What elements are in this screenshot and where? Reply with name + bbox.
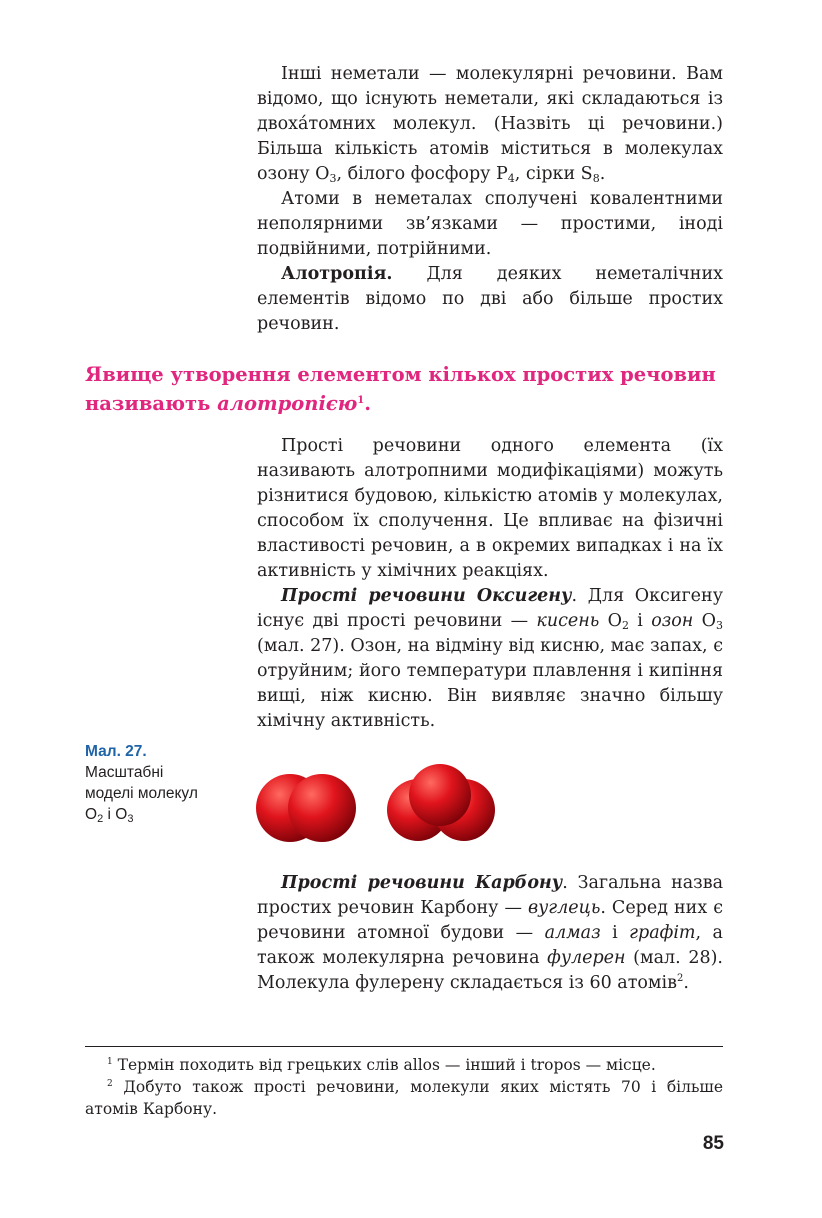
paragraph-carbon: Прості речовини Карбону. Загальна назва простих речовин Карбону — вуглець. Серед них є речовини атомної будови — алмаз і графіт, а також молекулярна речовина фулерен (мал. 28). Молекула фулерену складається із 60 атомів$^2$. — [257, 873, 723, 993]
footnote-divider — [85, 1046, 723, 1047]
bottom-text-block — [257, 871, 723, 996]
page-number: 85 — [702, 1133, 724, 1154]
paragraph-bonds: Атоми в неметалах сполучені ковалентними неполярними зв’язками — простими, іноді подвійними, потрійними. — [257, 189, 723, 259]
paragraph-modifications: Прості речовини одного елемента (їх називають алотропними модифікаціями) можуть різнитися будовою, кількістю атомів у молекулах, способом їх сполучення. Це впливає на фізичні властивості речовин, а в окремих випадках і на їх активність у хімічних реакціях. — [257, 436, 723, 581]
molecule-models-figure — [250, 760, 510, 860]
paragraph-oxygen: Прості речовини Оксигену. Для Оксигену існує дві прості речовини — кисень $O_2$ і озон $O_3$ (мал. 27). Озон, на відміну від кисню, має запах, є отруйним; його температури плавлення і кипіння вищі, ніж кисню. Він виявляє значно більшу хімічну активність. — [257, 586, 723, 731]
figure-27-caption: Мал. 27. Масштабні моделі молекул O2 і O3 — [85, 741, 215, 825]
figure-number: Мал. 27. — [85, 743, 147, 760]
middle-text-block — [257, 434, 723, 734]
footnote-2: $^2$ Добуто також прості речовини, молекули яких містять 70 і більше атомів Карбону. — [85, 1078, 723, 1118]
o2-molecule-model — [256, 774, 356, 842]
o3-molecule-model — [387, 764, 495, 841]
paragraph-nonmetals: Інші неметали — молекулярні речовини. Вам відомо, що існують неметали, які складаються із двоха́томних молекул. (Назвіть ці речовини.) Більша кількість атомів міститься в молекулах озону $O_3$, білого фосфору $P_4$, сірки $S_8$. — [257, 64, 723, 185]
footnote-1: $^1$ Термін походить від грецьких слів allos — інший і tropos — місце. — [107, 1056, 656, 1074]
paragraph-allotropy: Алотропія. Для деяких неметалічних елементів відомо по дві або більше простих речовин. — [257, 264, 723, 334]
allotropy-definition: Явище утворення елементом кількох простих речовин називають алотропією$^1$. — [85, 363, 716, 415]
top-text-block — [257, 62, 723, 337]
